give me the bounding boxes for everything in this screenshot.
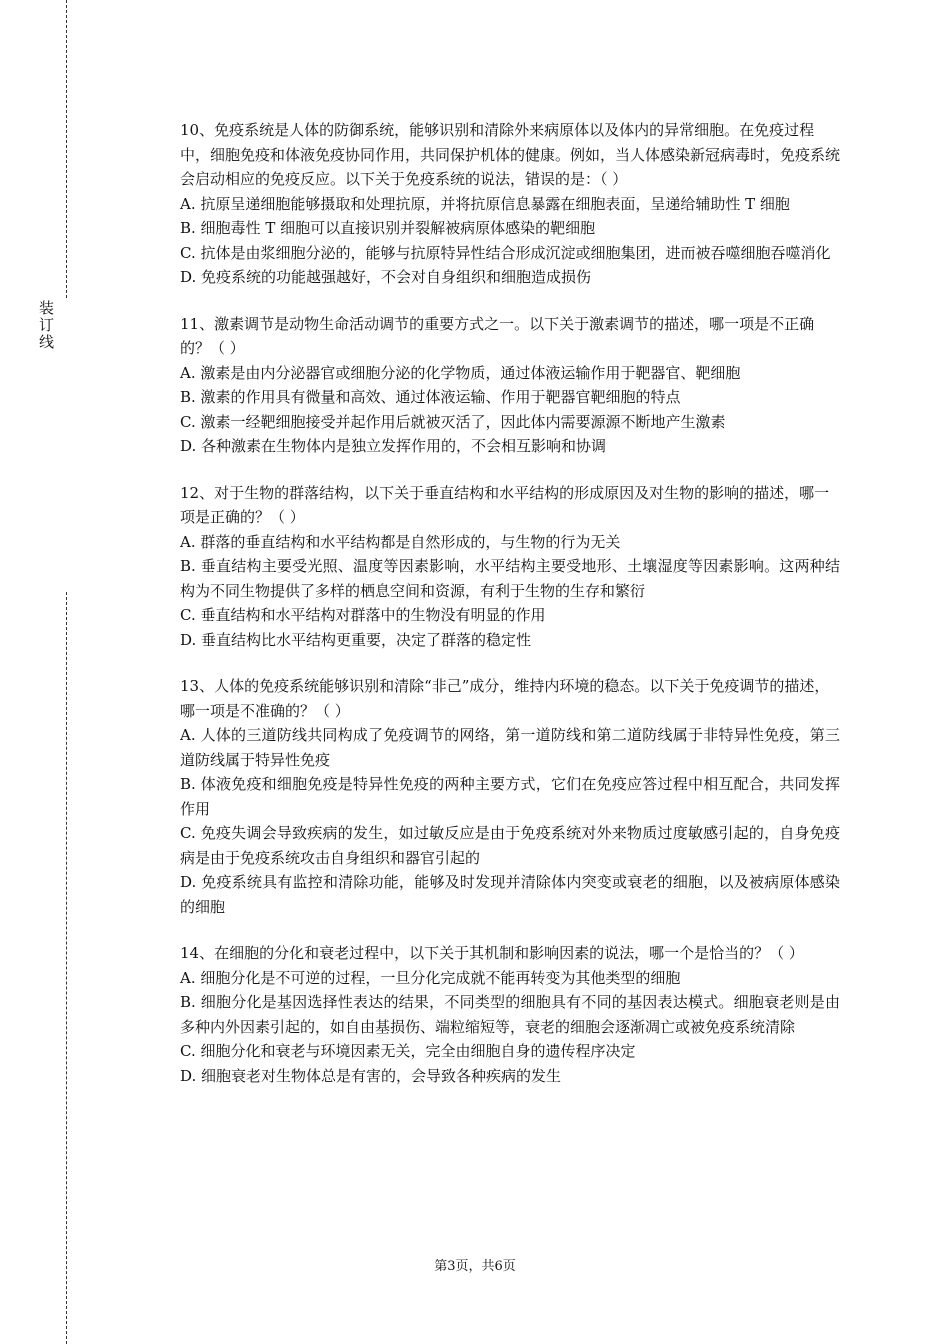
option-c: C. 激素一经靶细胞接受并起作用后就被灭活了，因此体内需要源源不断地产生激素: [180, 412, 726, 431]
question-10: [180, 118, 840, 290]
option-a: A. 细胞分化是不可逆的过程，一旦分化完成就不能再转变为其他类型的细胞: [180, 968, 681, 987]
binding-dashed-line-bottom: [66, 592, 67, 1344]
option-b: B. 垂直结构主要受光照、温度等因素影响，水平结构主要受地形、土壤湿度等因素影响。这两种结构为不同生物提供了多样的栖息空间和资源，有利于生物的生存和繁衍: [180, 557, 840, 600]
binding-dashed-line-top: [66, 0, 67, 298]
option-a: A. 激素是由内分泌器官或细胞分泌的化学物质，通过体液运输作用于靶器官、靶细胞: [180, 363, 741, 382]
option-c: C. 细胞分化和衰老与环境因素无关，完全由细胞自身的遗传程序决定: [180, 1042, 636, 1060]
binding-label: 装订线: [37, 300, 55, 351]
option-d: D. 免疫系统的功能越强越好，不会对自身组织和细胞造成损伤: [180, 268, 592, 286]
option-c: C. 免疫失调会导致疾病的发生，如过敏反应是由于免疫系统对外来物质过度敏感引起的，自身免疫病是由于免疫系统攻击自身组织和器官引起的: [180, 824, 840, 867]
question-stem: 14、在细胞的分化和衰老过程中，以下关于其机制和影响因素的说法，哪一个是恰当的？（ ）: [180, 944, 804, 962]
option-b: B. 细胞毒性 T 细胞可以直接识别并裂解被病原体感染的靶细胞: [180, 219, 596, 237]
option-b: B. 细胞分化是基因选择性表达的结果，不同类型的细胞具有不同的基因表达模式。细胞衰老则是由多种内外因素引起的，如自由基损伤、端粒缩短等，衰老的细胞会逐渐凋亡或被免疫系统清除: [180, 993, 840, 1036]
option-c: C. 垂直结构和水平结构对群落中的生物没有明显的作用: [180, 606, 546, 624]
option-d: D. 垂直结构比水平结构更重要，决定了群落的稳定性: [180, 630, 532, 649]
option-d: D. 细胞衰老对生物体总是有害的，会导致各种疾病的发生: [180, 1066, 562, 1085]
question-stem: 13、人体的免疫系统能够识别和清除“非己”成分，维持内环境的稳态。以下关于免疫调节的描述，哪一项是不准确的？（ ）: [180, 677, 830, 720]
page-number: 第3页，共6页: [434, 1259, 516, 1274]
option-d: D. 免疫系统具有监控和清除功能，能够及时发现并清除体内突变或衰老的细胞，以及被病原体感染的细胞: [180, 873, 840, 916]
option-a: A. 人体的三道防线共同构成了免疫调节的网络，第一道防线和第二道防线属于非特异性免疫，第三道防线属于特异性免疫: [180, 726, 840, 769]
question-11: [180, 312, 840, 459]
question-12: [180, 481, 840, 653]
option-a: A. 抗原呈递细胞能够摄取和处理抗原，并将抗原信息暴露在细胞表面，呈递给辅助性 T 细胞: [180, 194, 790, 213]
question-13: [180, 674, 840, 919]
option-b: B. 体液免疫和细胞免疫是特异性免疫的两种主要方式，它们在免疫应答过程中相互配合，共同发挥作用: [180, 775, 840, 818]
question-list: [180, 118, 840, 1110]
option-c: C. 抗体是由浆细胞分泌的，能够与抗原特异性结合形成沉淀或细胞集团，进而被吞噬细胞吞噬消化: [180, 243, 831, 262]
question-stem: 11、激素调节是动物生命活动调节的重要方式之一。以下关于激素调节的描述，哪一项是不正确的？（ ）: [180, 314, 815, 357]
option-b: B. 激素的作用具有微量和高效、通过体液运输、作用于靶器官靶细胞的特点: [180, 388, 681, 406]
option-a: A. 群落的垂直结构和水平结构都是自然形成的，与生物的行为无关: [180, 532, 621, 551]
question-14: [180, 941, 840, 1088]
option-d: D. 各种激素在生物体内是独立发挥作用的，不会相互影响和协调: [180, 437, 607, 455]
question-stem: 10、免疫系统是人体的防御系统，能够识别和清除外来病原体以及体内的异常细胞。在免疫过程中，细胞免疫和体液免疫协同作用，共同保护机体的健康。例如，当人体感染新冠病毒时，免疫系统会启动相应的免疫反应。以下关于免疫系统的说法，错误的是：（ ）: [180, 121, 841, 188]
question-stem: 12、对于生物的群落结构，以下关于垂直结构和水平结构的形成原因及对生物的影响的描述，哪一项是正确的？（ ）: [180, 483, 830, 526]
